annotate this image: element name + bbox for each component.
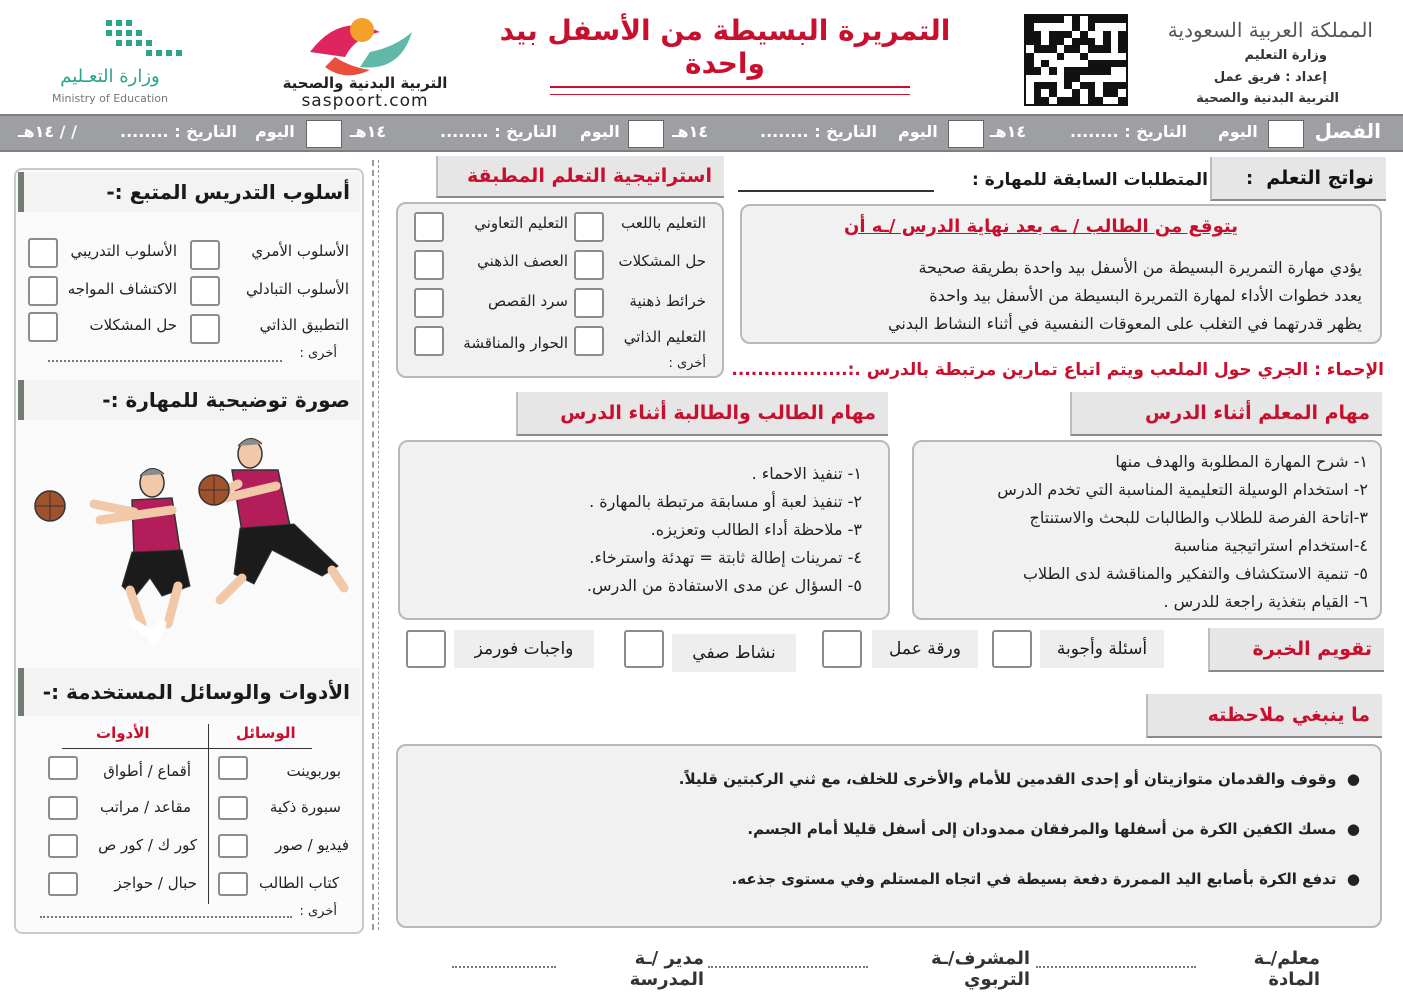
- strategy-label: التعليم باللعب: [621, 214, 706, 232]
- class-label: الفصل: [1314, 119, 1381, 143]
- strategy-label: الحوار والمناقشة: [463, 334, 568, 352]
- teacher-task-item: ٢- استخدام الوسيلة التعليمية المناسبة التي تخدم الدرس: [997, 480, 1368, 499]
- style-label: الأسلوب الأمري: [251, 242, 349, 260]
- strategy-checkbox[interactable]: [574, 212, 604, 242]
- player-back-icon: [220, 438, 344, 600]
- style-checkbox[interactable]: [190, 314, 220, 344]
- eval-checkbox-worksheet[interactable]: [822, 630, 862, 668]
- date-bar: [0, 114, 1403, 152]
- player-front-icon: [94, 468, 190, 640]
- teacher-task-item: ٣-اتاحة الفرصة للطلاب والطالبات للبحث والاستنتاج: [1029, 508, 1368, 527]
- date-label-3: التاريخ : ........: [440, 122, 557, 141]
- teacher-task-item: ١- شرح المهارة المطلوبة والهدف منها: [1115, 452, 1368, 471]
- student-task-item: ٤- تمرينات إطالة ثابتة = تهدئة واسترخاء.: [589, 548, 862, 567]
- notes-title: ما ينبغي ملاحظته: [1207, 704, 1370, 726]
- strategy-label: حل المشكلات: [618, 252, 706, 270]
- style-checkbox[interactable]: [28, 276, 58, 306]
- eval-tag-worksheet: ورقة عمل: [872, 630, 978, 668]
- tool-label: مقاعد / مراتب: [100, 798, 191, 816]
- tools-col-header: الأدوات: [96, 724, 150, 742]
- eval-checkbox-class-activity[interactable]: [624, 630, 664, 668]
- means-label: سبورة ذكية: [269, 798, 341, 816]
- tool-checkbox[interactable]: [48, 796, 78, 820]
- student-task-item: ٢- تنفيذ لعبة أو مسابقة مرتبطة بالمهارة .: [589, 492, 862, 511]
- strategy-checkbox[interactable]: [414, 326, 444, 356]
- prereq-label: المتطلبات السابقة للمهارة :: [972, 170, 1208, 190]
- teacher-tasks-panel: [912, 440, 1382, 620]
- note-item: [679, 770, 1360, 788]
- outcomes-header: [1210, 157, 1386, 201]
- style-label: الأسلوب التدريبي: [70, 242, 177, 260]
- tool-checkbox[interactable]: [48, 872, 78, 896]
- strategies-panel: [396, 202, 724, 378]
- strategies-title: استراتيجية التعلم المطبقة: [466, 165, 712, 187]
- teaching-style-header: [18, 172, 360, 212]
- student-task-item: ٥- السؤال عن مدى الاستفادة من الدرس.: [586, 576, 862, 595]
- notes-header: [1146, 694, 1382, 738]
- eval-tag-forms: واجبات فورمز: [454, 630, 594, 668]
- principal-signature-label: مدير /ـة المدرسة: [629, 948, 704, 990]
- bullet-icon: ●: [1336, 820, 1360, 838]
- tools-header: [18, 668, 360, 716]
- supervisor-signature-label: المشرف/ـة التربوي: [930, 948, 1030, 990]
- kingdom-logo-text: المملكة العربية السعودية: [1167, 18, 1373, 42]
- strategy-checkbox[interactable]: [574, 288, 604, 318]
- day-box-3[interactable]: [306, 120, 342, 148]
- style-checkbox[interactable]: [190, 276, 220, 306]
- illustration-header: [18, 380, 360, 420]
- tools-other-label: أخرى :: [299, 904, 337, 919]
- date-label-2: التاريخ : ........: [760, 122, 877, 141]
- warmup-line: الإحماء : الجري حول الملعب ويتم اتباع تمارين مرتبطة بالدرس .:..................: [731, 360, 1384, 380]
- title-underline-2: [550, 94, 910, 95]
- evaluation-title: تقويم الخبرة: [1252, 638, 1372, 660]
- tool-label: كور ك / كور ص: [98, 836, 197, 854]
- day-box-1[interactable]: [948, 120, 984, 148]
- illustration-title: صورة توضيحية للمهارة :-: [102, 388, 350, 412]
- style-other-line[interactable]: [48, 360, 282, 362]
- strategies-header: [436, 156, 724, 198]
- outcomes-colon: :: [1246, 168, 1254, 189]
- day-label-2: اليوم: [898, 122, 938, 141]
- day-label-1: اليوم: [1218, 122, 1258, 141]
- means-label: فيديو / صور: [275, 836, 349, 854]
- strategy-checkbox[interactable]: [574, 250, 604, 280]
- strategy-label: التعليم الذاتي: [623, 328, 706, 346]
- means-checkbox[interactable]: [218, 872, 248, 896]
- style-checkbox[interactable]: [190, 240, 220, 270]
- class-box[interactable]: [1268, 120, 1304, 148]
- style-checkbox[interactable]: [28, 238, 58, 268]
- means-checkbox[interactable]: [218, 834, 248, 858]
- year-label-3: ١٤هـ: [350, 122, 387, 141]
- prepared-by: إعداد : فريق عمل: [1213, 70, 1327, 85]
- outcome-item: يعدد خطوات الأداء لمهارة التمريرة البسيطة من الأسفل بيد واحدة: [929, 286, 1362, 305]
- tools-table-divider: [208, 724, 209, 904]
- eval-checkbox-forms[interactable]: [406, 630, 446, 668]
- teacher-tasks-title: مهام المعلم أثناء الدرس: [1144, 402, 1370, 424]
- title-underline: [550, 86, 910, 88]
- tool-label: أقماع / أطواق: [103, 762, 191, 780]
- style-checkbox[interactable]: [28, 312, 58, 342]
- strategy-label: التعليم التعاوني: [474, 214, 568, 232]
- strategy-label: خرائط ذهنية: [629, 292, 706, 310]
- strategy-checkbox[interactable]: [574, 326, 604, 356]
- evaluation-header: [1208, 628, 1384, 672]
- passing-players-illustration: [22, 428, 358, 656]
- page-title: التمريرة البسيطة من الأسفل بيد واحدة: [499, 14, 951, 80]
- student-tasks-title: مهام الطالب والطالبة أثناء الدرس: [560, 402, 876, 424]
- year-label-2: ١٤هـ: [672, 122, 709, 141]
- notes-panel: [396, 744, 1382, 928]
- style-label: الأسلوب التبادلي: [245, 280, 349, 298]
- teacher-task-item: ٥- تنمية الاستكشاف والتفكير والمناقشة لدى الطلاب: [1022, 564, 1368, 583]
- strategy-label: سرد القصص: [487, 292, 568, 310]
- moe-name-ar: وزارة التعـليم: [60, 66, 160, 87]
- style-label: التطبيق الذاتي: [259, 316, 349, 334]
- tool-checkbox[interactable]: [48, 834, 78, 858]
- teacher-signature-label: معلم/ـة المادة: [1253, 948, 1320, 990]
- tool-label: حبال / حواجز: [114, 874, 197, 892]
- teacher-task-item: ٦- القيام بتغذية راجعة للدرس .: [1163, 592, 1368, 611]
- teacher-tasks-header: [1070, 392, 1382, 436]
- teacher-signature-line[interactable]: [1036, 966, 1196, 968]
- tool-checkbox[interactable]: [48, 756, 78, 780]
- column-divider: [372, 160, 374, 930]
- tools-title: الأدوات والوسائل المستخدمة :-: [42, 680, 350, 704]
- year-label-1: ١٤هـ: [990, 122, 1027, 141]
- style-label: حل المشكلات: [89, 316, 177, 334]
- tools-other-line[interactable]: [40, 916, 292, 918]
- means-col-header: الوسائل: [236, 724, 296, 742]
- means-checkbox[interactable]: [218, 796, 248, 820]
- bullet-icon: ●: [1336, 870, 1360, 888]
- teacher-task-item: ٤-استخدام استراتيجية مناسبة: [1173, 536, 1368, 555]
- prereq-line[interactable]: [738, 190, 934, 192]
- teaching-style-title: أسلوب التدريس المتبع :-: [106, 180, 350, 204]
- student-task-item: ٣- ملاحظة أداء الطالب وتعزيزه.: [650, 520, 862, 539]
- day-box-2[interactable]: [628, 120, 664, 148]
- outcome-item: يؤدي مهارة التمريرة البسيطة من الأسفل بيد واحدة بطريقة صحيحة: [918, 258, 1362, 277]
- note-text: مسك الكفين الكرة من أسفلها والمرفقان ممدودان إلى أسفل قليلا أمام الجسم.: [747, 820, 1337, 838]
- student-task-item: ١- تنفيذ الاحماء .: [751, 464, 862, 483]
- year-label-4: / / ١٤هـ: [18, 122, 77, 141]
- qr-code-icon: [1024, 14, 1128, 106]
- strategy-other: أخرى :: [668, 356, 706, 371]
- outcomes-panel: [740, 204, 1382, 344]
- strategy-checkbox[interactable]: [414, 250, 444, 280]
- date-label-4: التاريخ : ........: [120, 122, 237, 141]
- strategy-label: العصف الذهني: [477, 252, 568, 270]
- brand-name: التربية البدنية والصحية: [282, 74, 448, 92]
- style-label: الاكتشاف المواجه: [67, 280, 177, 298]
- note-item: [732, 870, 1360, 888]
- outcome-item: يظهر قدرتهما في التغلب على المعوقات النفسية في أثناء النشاط البدني: [887, 314, 1362, 333]
- student-tasks-header: [516, 392, 888, 436]
- eval-tag-qa: أسئلة وأجوبة: [1040, 630, 1164, 668]
- outcomes-expect: يتوقع من الطالب / ـه بعد نهاية الدرس /ـه أن: [844, 216, 1238, 237]
- means-label: كتاب الطالب: [258, 874, 339, 892]
- note-text: وقوف والقدمان متوازيتان أو إحدى القدمين للأمام والأخرى للخلف، مع ثني الركبتين قليلاً.: [678, 770, 1337, 788]
- strategy-checkbox[interactable]: [414, 212, 444, 242]
- bullet-icon: ●: [1336, 770, 1360, 788]
- brand-site: saspoort.com: [301, 91, 429, 111]
- student-tasks-panel: [398, 440, 890, 620]
- day-label-3: اليوم: [580, 122, 620, 141]
- principal-signature-line[interactable]: [452, 966, 556, 968]
- pe-brand-logo-icon: [300, 12, 420, 82]
- outcomes-title: نواتج التعلم: [1266, 167, 1374, 189]
- date-label-1: التاريخ : ........: [1070, 122, 1187, 141]
- day-label-4: اليوم: [255, 122, 295, 141]
- moe-logo-icon: [100, 18, 196, 62]
- ministry-label: وزارة التعليم: [1244, 48, 1327, 63]
- tools-table-rule: [62, 748, 312, 749]
- moe-name-en: Ministry of Education: [51, 92, 168, 105]
- note-text: تدفع الكرة بأصابع اليد الممررة دفعة بسيطة في اتجاه المستلم وفي مستوى جذعه.: [731, 870, 1337, 888]
- column-divider-2: [378, 160, 379, 930]
- means-checkbox[interactable]: [218, 756, 248, 780]
- style-other-label: أخرى :: [299, 346, 337, 361]
- strategy-checkbox[interactable]: [414, 288, 444, 318]
- eval-tag-class-activity: نشاط صفي: [672, 634, 796, 672]
- note-item: [747, 820, 1360, 838]
- eval-checkbox-qa[interactable]: [992, 630, 1032, 668]
- means-label: بوربوينت: [286, 762, 341, 780]
- department-label: التربية البدنية والصحية: [1196, 91, 1339, 106]
- supervisor-signature-line[interactable]: [708, 966, 868, 968]
